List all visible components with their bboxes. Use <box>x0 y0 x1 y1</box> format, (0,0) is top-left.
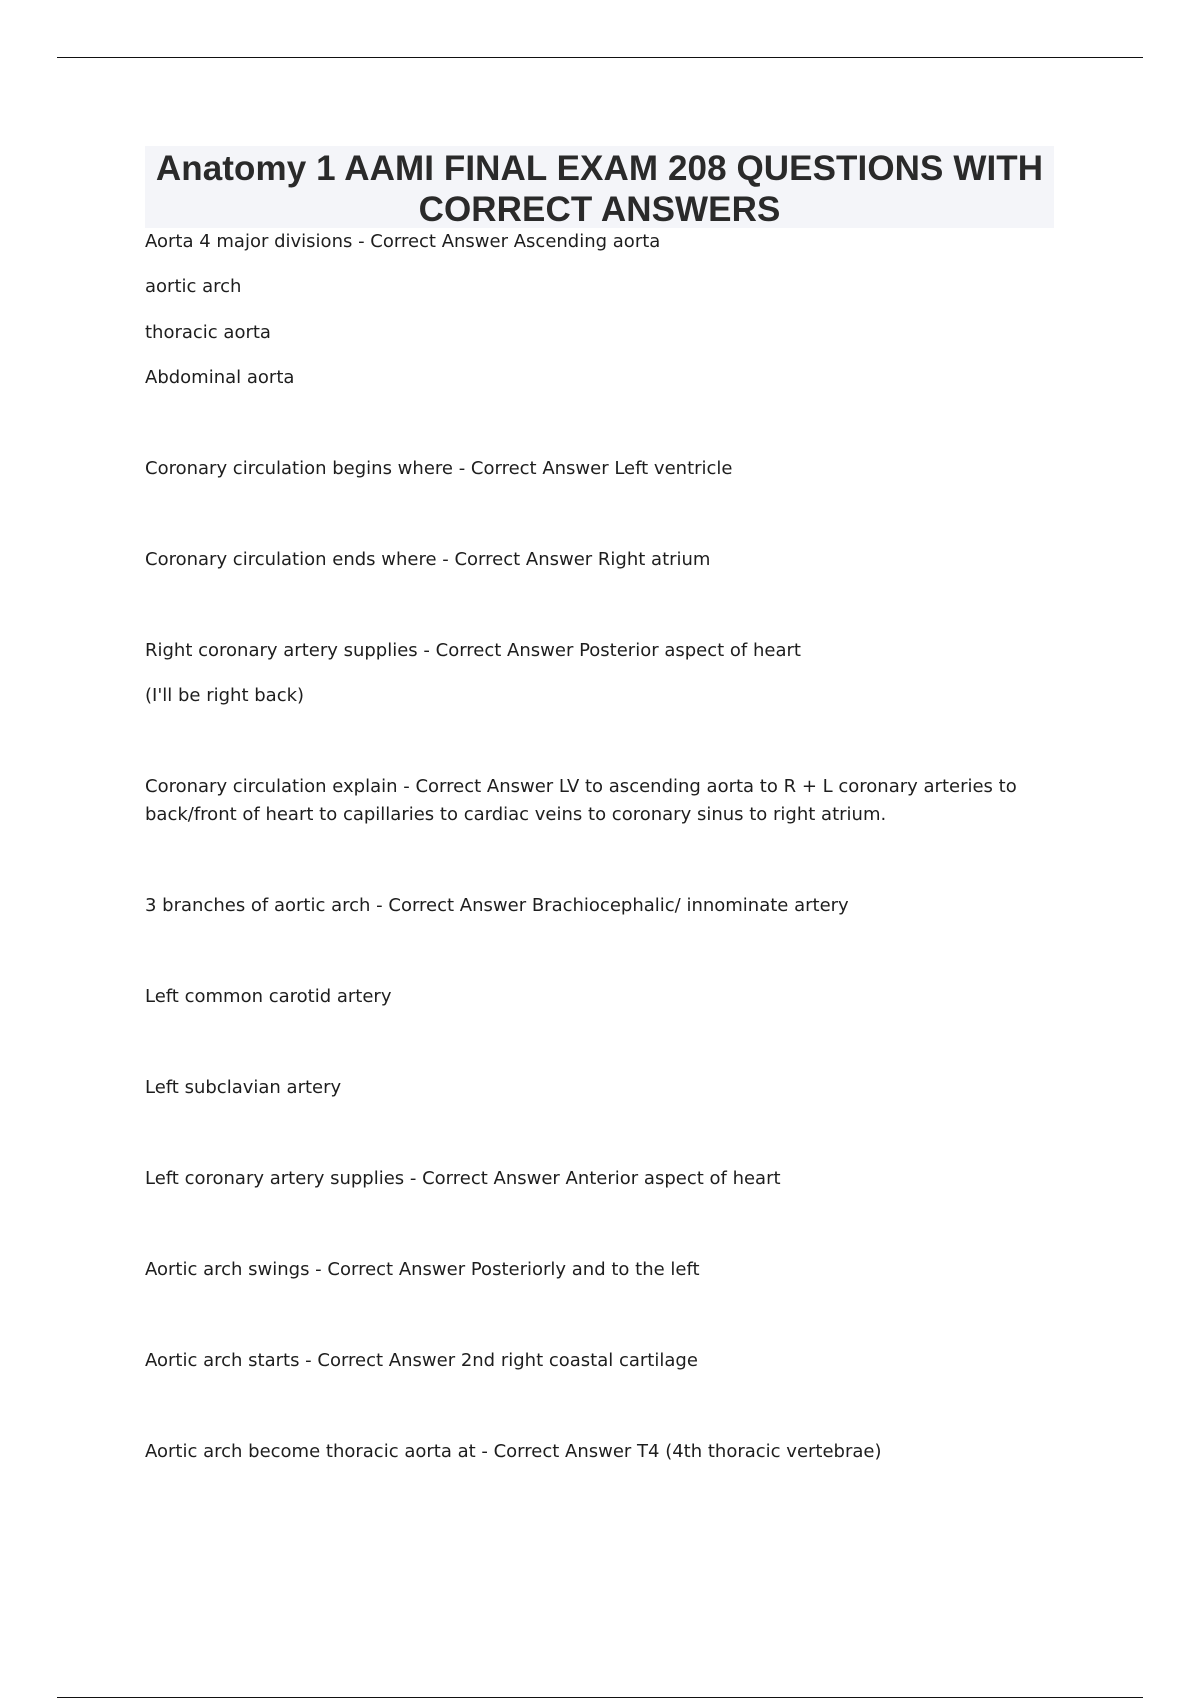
text-line: thoracic aorta <box>145 322 271 343</box>
text-line: Coronary circulation explain - Correct Answer LV to ascending aorta to R + L coronary arteries to back/front of heart to capillaries to cardiac veins to coronary sinus to right atrium. <box>145 776 1017 825</box>
text-line: Left coronary artery supplies - Correct Answer Anterior aspect of heart <box>145 1168 781 1189</box>
text-line: Left subclavian artery <box>145 1077 342 1098</box>
text-line: Aortic arch swings - Correct Answer Posteriorly and to the left <box>145 1259 700 1280</box>
title-banner <box>145 146 1054 228</box>
text-line: Abdominal aorta <box>145 367 295 388</box>
text-line: Coronary circulation begins where - Correct Answer Left ventricle <box>145 458 733 479</box>
page-title: Anatomy 1 AAMI FINAL EXAM 208 QUESTIONS WITH CORRECT ANSWERS <box>155 149 1044 229</box>
text-line: Aortic arch starts - Correct Answer 2nd right coastal cartilage <box>145 1350 698 1371</box>
text-line: aortic arch <box>145 276 242 297</box>
text-line: Left common carotid artery <box>145 986 392 1007</box>
text-line: Coronary circulation ends where - Correct Answer Right atrium <box>145 549 711 570</box>
header-rule <box>57 57 1143 58</box>
text-line: 3 branches of aortic arch - Correct Answer Brachiocephalic/ innominate artery <box>145 895 849 916</box>
text-line: Right coronary artery supplies - Correct Answer Posterior aspect of heart <box>145 640 801 661</box>
text-line: Aorta 4 major divisions - Correct Answer Ascending aorta <box>145 231 661 252</box>
footer-rule <box>57 1697 1143 1698</box>
text-line: Aortic arch become thoracic aorta at - Correct Answer T4 (4th thoracic vertebrae) <box>145 1441 882 1462</box>
text-line: (I'll be right back) <box>145 685 305 706</box>
